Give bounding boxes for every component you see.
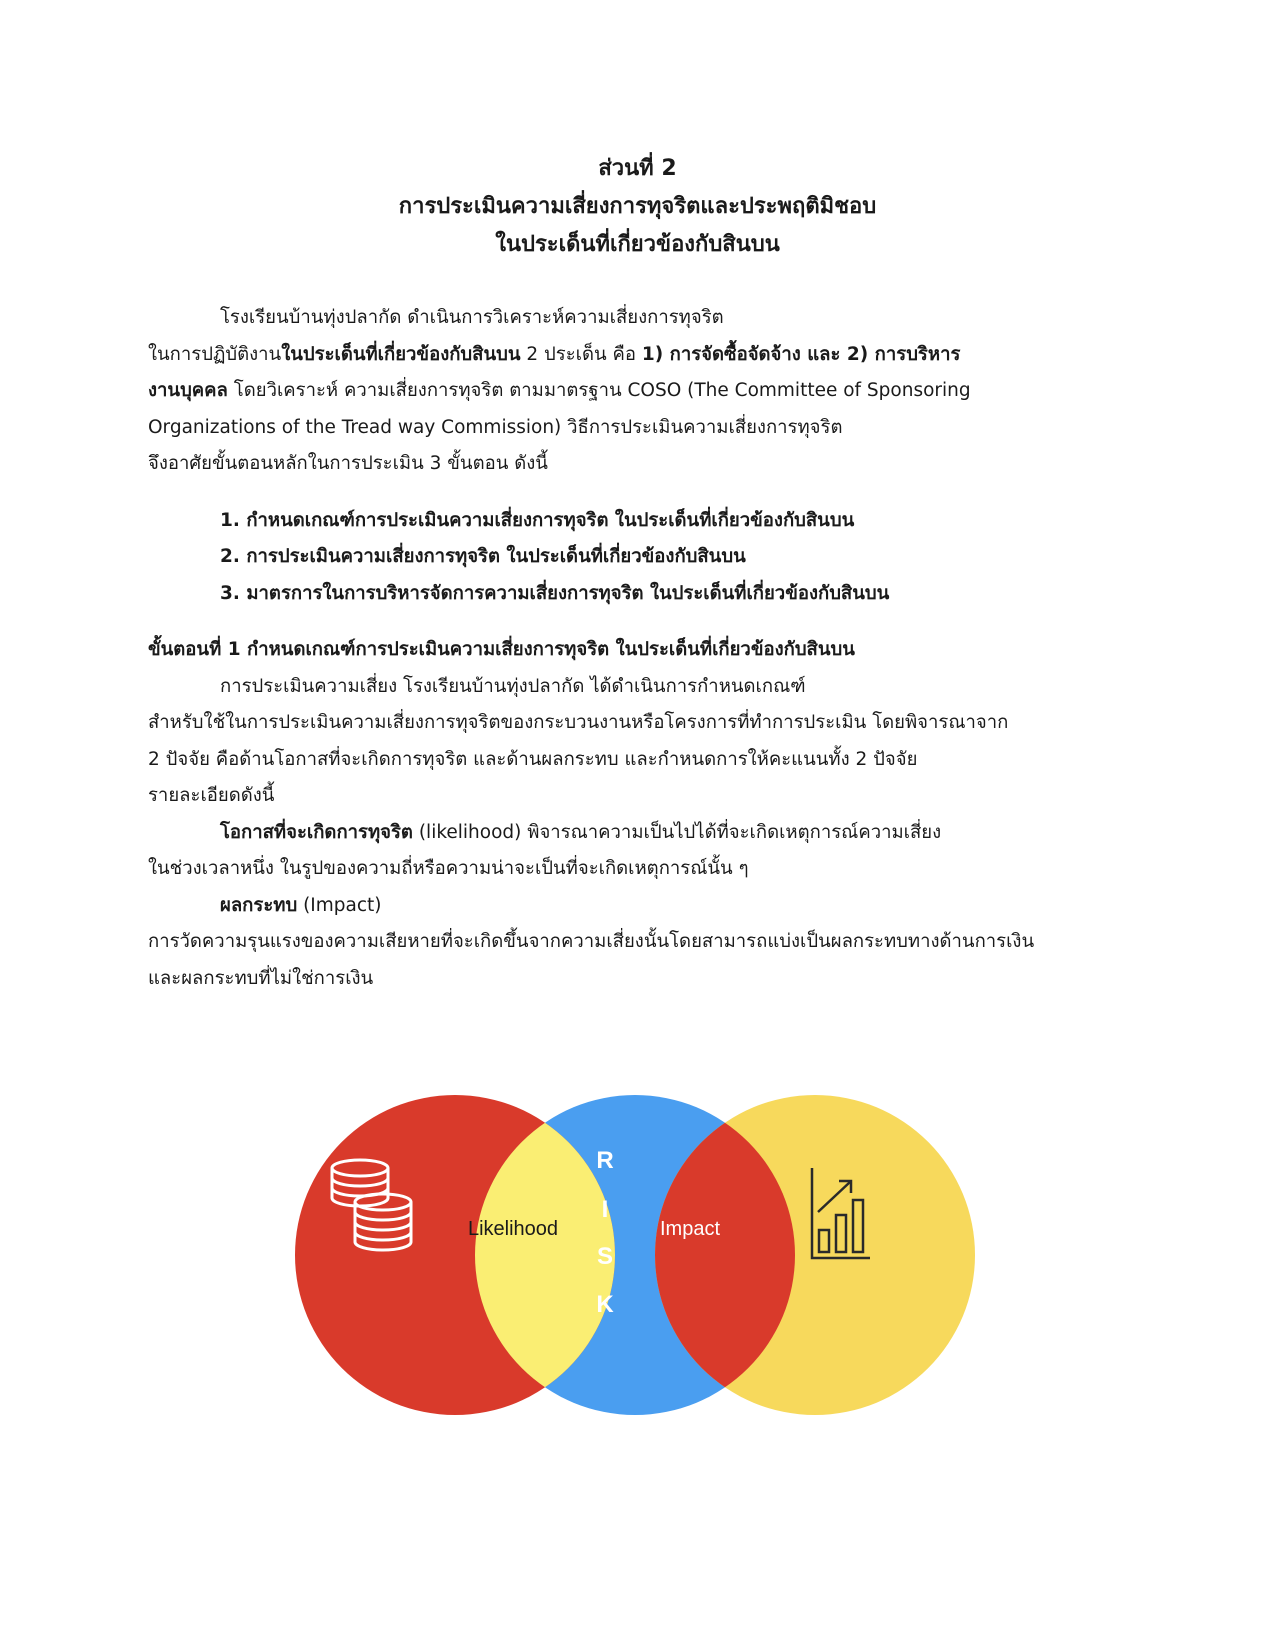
risk-venn-diagram bbox=[275, 1090, 995, 1420]
intro-bold-topic: ในประเด็นที่เกี่ยวข้องกับสินบน bbox=[281, 343, 521, 365]
document-body bbox=[148, 300, 1128, 997]
intro-line-1: โรงเรียนบ้านทุ่งปลากัด ดำเนินการวิเคราะห์ความเสี่ยงการทุจริต bbox=[220, 307, 724, 328]
risk-letter-i: I bbox=[601, 1196, 609, 1223]
page-header bbox=[0, 150, 1275, 264]
part-number: ส่วนที่ 2 bbox=[598, 156, 677, 181]
intro-line-5: จึงอาศัยขั้นตอนหลักในการประเมิน 3 ขั้นตอน ดังนี้ bbox=[148, 453, 548, 474]
impact-definition-line-3: และผลกระทบที่ไม่ใช่การเงิน bbox=[148, 967, 374, 989]
step1-para-line: สำหรับใช้ในการประเมินความเสี่ยงการทุจริตของกระบวนงานหรือโครงการที่ทำการประเมิน โดยพิจารณาจาก bbox=[148, 712, 1009, 733]
intro-bold-issues: 1) การจัดซื้อจัดจ้าง และ 2) การบริหาร bbox=[641, 343, 961, 365]
impact-text: (Impact) bbox=[297, 894, 382, 916]
intro-line-2 bbox=[148, 337, 1128, 374]
page-title: การประเมินความเสี่ยงการทุจริตและประพฤติมิชอบ bbox=[398, 194, 877, 219]
intro-text: โดยวิเคราะห์ ความเสี่ยงการทุจริต ตามมาตรฐาน COSO (The Committee of Sponsoring bbox=[227, 380, 971, 401]
page-subtitle: ในประเด็นที่เกี่ยวข้องกับสินบน bbox=[495, 232, 780, 257]
likelihood-label: Likelihood bbox=[467, 1218, 559, 1240]
likelihood-term: โอกาสที่จะเกิดการทุจริต bbox=[220, 821, 413, 843]
impact-definition-line-2: การวัดความรุนแรงของความเสียหายที่จะเกิดขึ้นจากความเสี่ยงนั้นโดยสามารถแบ่งเป็นผลกระทบทางด้านการเงิน bbox=[148, 931, 1035, 952]
step1-para-line: รายละเอียดดังนี้ bbox=[148, 785, 275, 806]
intro-text: ในการปฏิบัติงาน bbox=[148, 343, 282, 365]
likelihood-definition-line-2: ในช่วงเวลาหนึ่ง ในรูปของความถี่หรือความน่าจะเป็นที่จะเกิดเหตุการณ์นั้น ๆ bbox=[148, 858, 749, 879]
impact-term: ผลกระทบ bbox=[220, 894, 298, 916]
intro-text: 2 ประเด็น คือ bbox=[520, 343, 642, 365]
steps-list-item: 1. กำหนดเกณฑ์การประเมินความเสี่ยงการทุจริต ในประเด็นที่เกี่ยวข้องกับสินบน bbox=[220, 509, 855, 531]
risk-letter-s: S bbox=[596, 1243, 614, 1270]
likelihood-definition bbox=[148, 815, 1128, 852]
intro-line-4: Organizations of the Tread way Commission) วิธีการประเมินความเสี่ยงการทุจริต bbox=[148, 416, 843, 438]
risk-letter-k: K bbox=[596, 1291, 614, 1318]
intro-line-3 bbox=[148, 373, 1128, 410]
steps-list-item: 2. การประเมินความเสี่ยงการทุจริต ในประเด็นที่เกี่ยวข้องกับสินบน bbox=[220, 546, 746, 567]
impact-definition bbox=[148, 888, 1128, 925]
likelihood-text: (likelihood) พิจารณาความเป็นไปได้ที่จะเกิดเหตุการณ์ความเสี่ยง bbox=[412, 821, 942, 843]
steps-list-item: 3. มาตรการในการบริหารจัดการความเสี่ยงการทุจริต ในประเด็นที่เกี่ยวข้องกับสินบน bbox=[220, 582, 890, 604]
step1-para-line: การประเมินความเสี่ยง โรงเรียนบ้านทุ่งปลากัด ได้ดำเนินการกำหนดเกณฑ์ bbox=[220, 675, 806, 697]
impact-label: Impact bbox=[659, 1218, 721, 1240]
step1-para-line: 2 ปัจจัย คือด้านโอกาสที่จะเกิดการทุจริต และด้านผลกระทบ และกำหนดการให้คะแนนทั้ง 2 ปัจจัย bbox=[148, 748, 918, 770]
intro-bold-personnel: งานบุคคล bbox=[148, 380, 228, 401]
risk-letter-r: R bbox=[596, 1147, 614, 1174]
step1-heading: ขั้นตอนที่ 1 กำหนดเกณฑ์การประเมินความเสี่ยงการทุจริต ในประเด็นที่เกี่ยวข้องกับสินบน bbox=[148, 639, 855, 660]
